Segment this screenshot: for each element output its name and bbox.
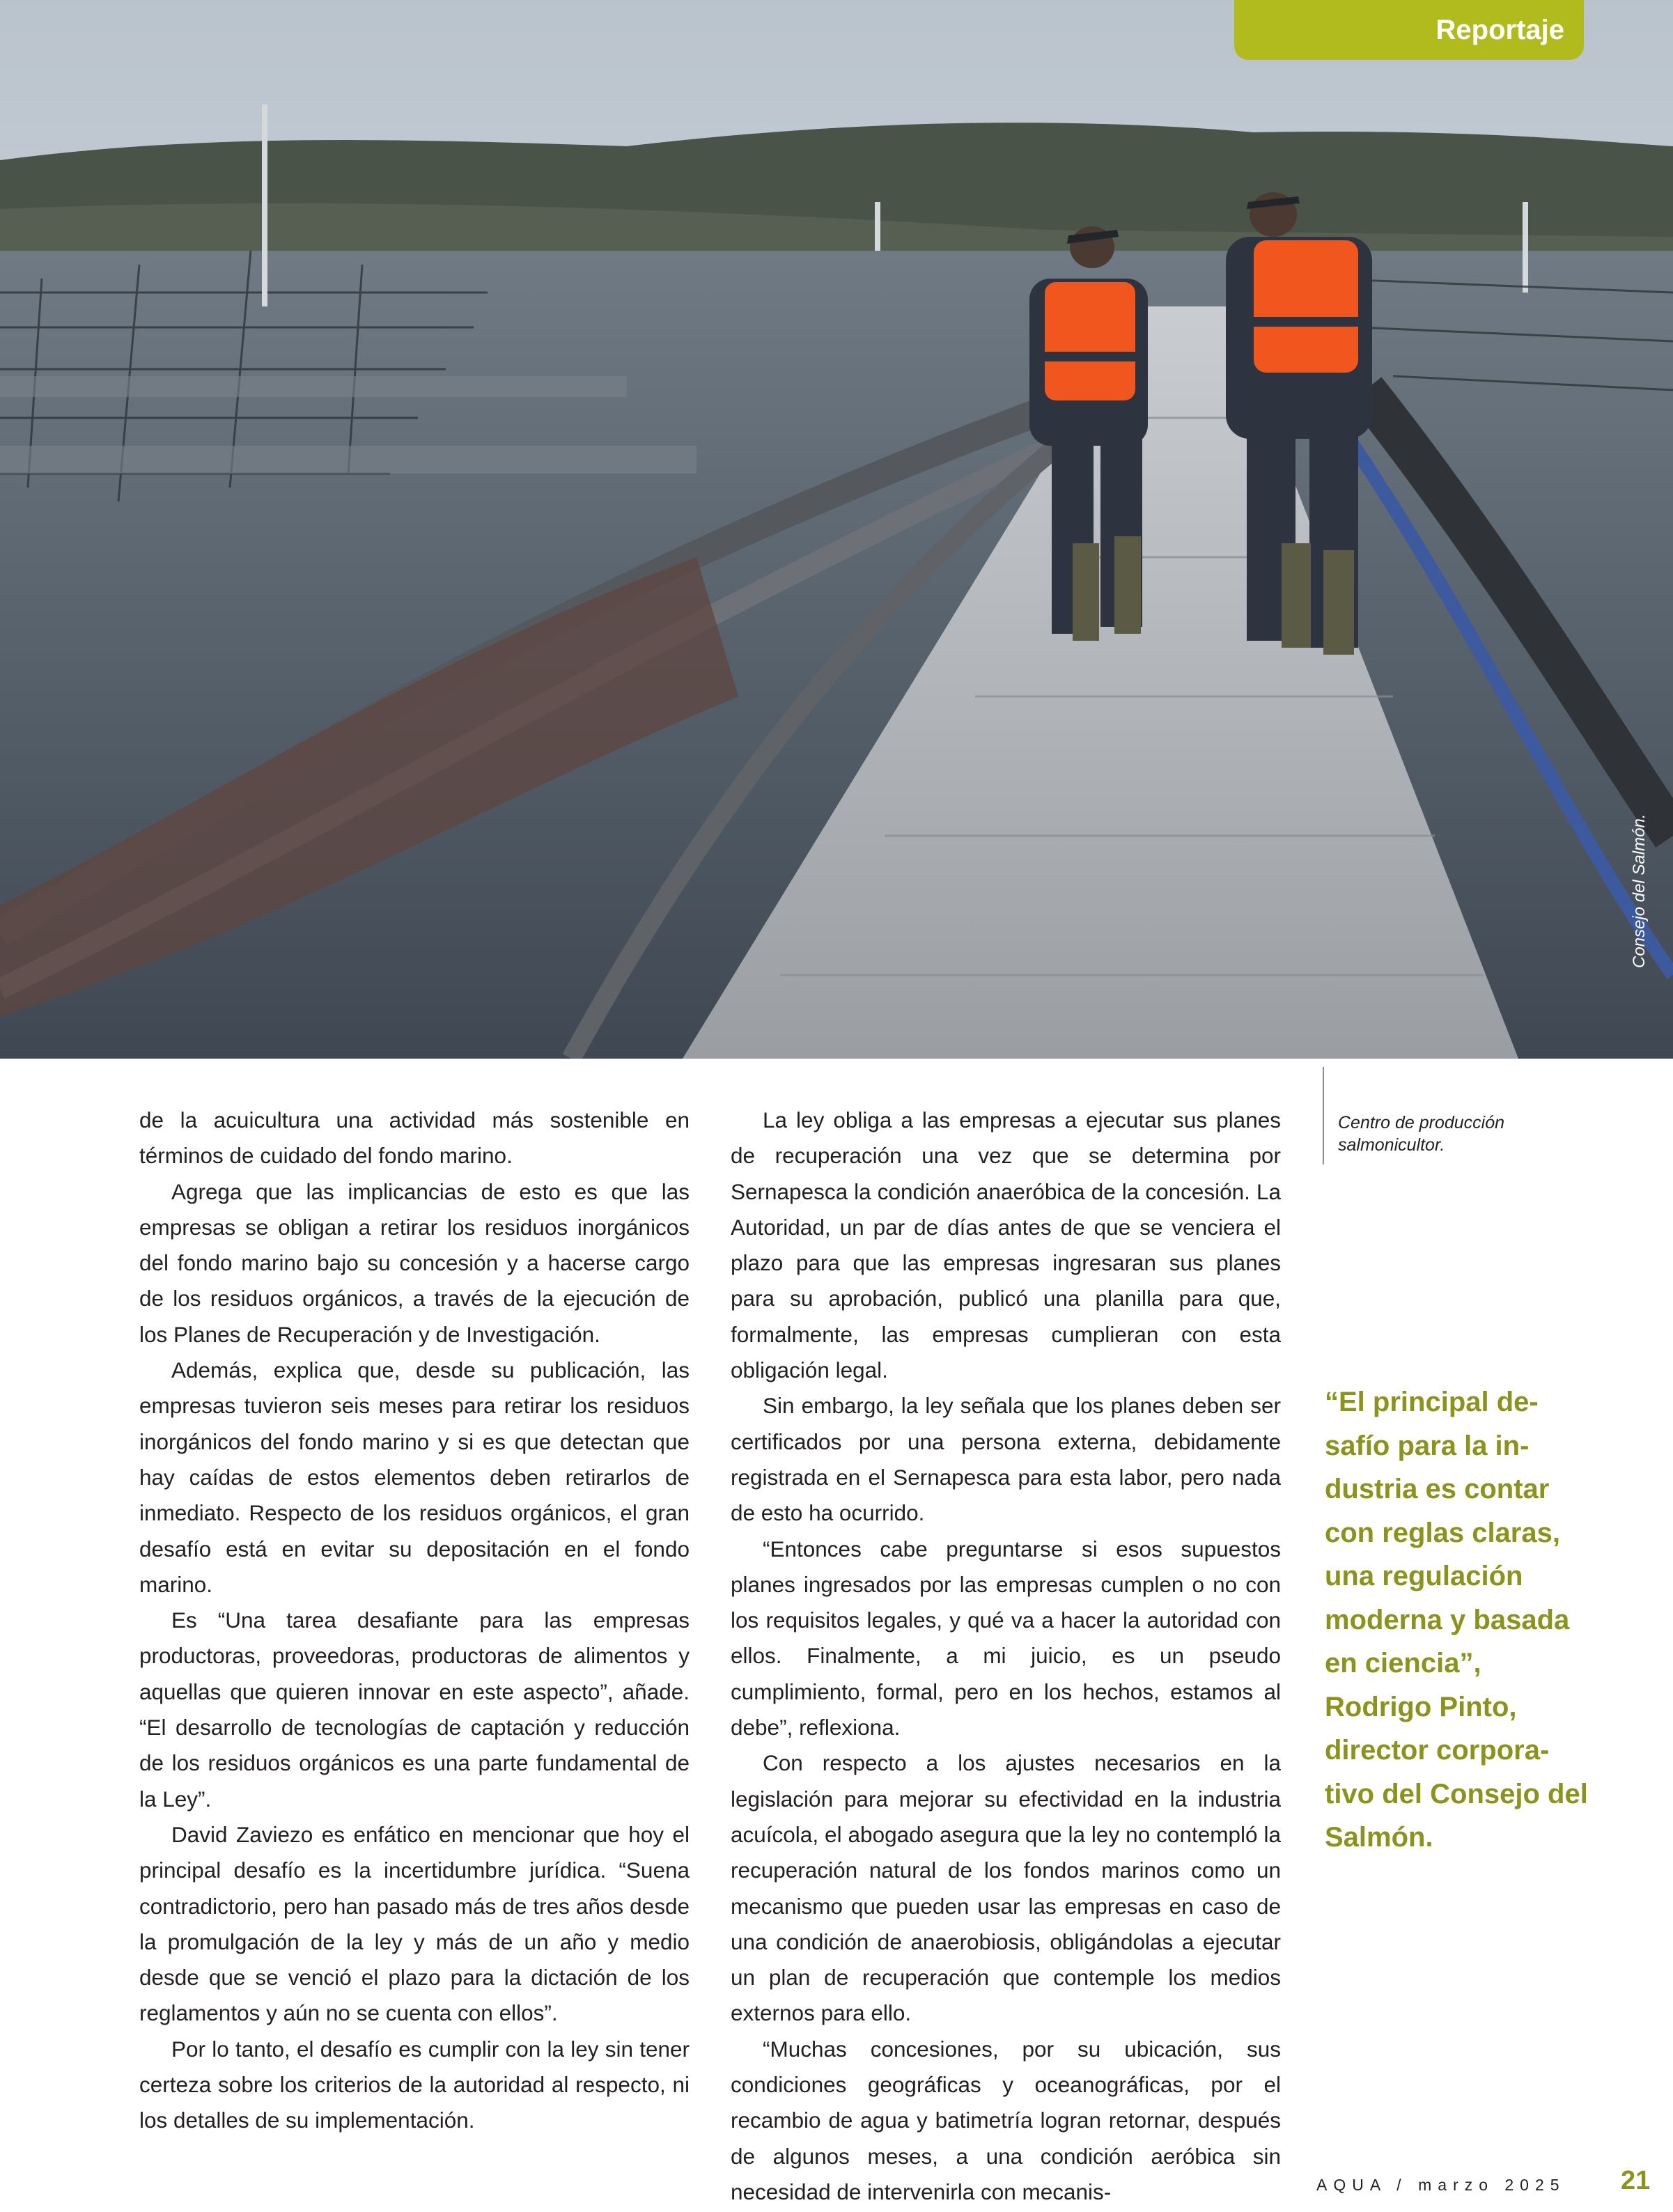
caption-divider — [1323, 1067, 1324, 1165]
paragraph: David Zaviezo es enfático en mencionar que hoy el principal desafío es la incertidumbre jurídica. “Suena contradictorio, pero han pasado más de tres años desde la promulgación de la ley y más de un año y medio desde que se venció el plazo para la dictación de los reglamentos y aún no se cuenta con ellos”. — [139, 1821, 690, 2026]
paragraph: Agrega que las implicancias de esto es que las empresas se obligan a retirar los residuos inorgánicos del fondo marino bajo su concesión y a hacerse cargo de los residuos orgánicos, a través de la ejecución de los Planes de Recuperación y de Investigación. — [139, 1178, 690, 1347]
body-column-1 — [139, 1103, 690, 2139]
paragraph: “Entonces cabe preguntarse si esos supuestos planes ingresados por las empresas cumplen o no con los requisitos legales, y qué va a hacer la autoridad con ellos. Finalmente, a mi juicio, es un pseudo cumplimiento, formal, pero en los hechos, estamos al debe”, reflexiona. — [731, 1536, 1281, 1740]
paragraph: Por lo tanto, el desafío es cumplir con la ley sin tener certeza sobre los criterios de la autoridad al respecto, ni los detalles de su implementación. — [139, 2036, 690, 2133]
body-column-2 — [731, 1103, 1281, 2210]
photo-caption: Centro de producción salmonicultor. — [1338, 1113, 1505, 1155]
footer-publication: AQUA / marzo 2025 — [1316, 2176, 1566, 2194]
paragraph: “Muchas concesiones, por su ubicación, sus condiciones geográficas y oceanográficas, por el recambio de agua y batimetría logran retornar, después de algunos meses, a una condición aeróbica sin necesidad de intervenirla con mecanis- — [731, 2036, 1281, 2204]
page-number: 21 — [1621, 2166, 1651, 2195]
paragraph: Es “Una tarea desafiante para las empresas productoras, proveedoras, productoras de alimentos y aquellas que quieren innovar en este aspecto”, añade. “El desarrollo de tecnologías de captación y reducción de los residuos orgánicos es una parte fundamental de la Ley”. — [139, 1607, 690, 1812]
salmon-farm-photo — [0, 0, 1673, 1059]
paragraph: Sin embargo, la ley señala que los planes deben ser certificados por una persona externa, debidamente registrada en el Sernapesca para esta labor, pero nada de esto ha ocurrido. — [731, 1393, 1281, 1526]
paragraph: de la acuicultura una actividad más sostenible en términos de cuidado del fondo marino. — [139, 1107, 690, 1169]
paragraph: Además, explica que, desde su publicación, las empresas tuvieron seis meses para retirar los residuos inorgánicos del fondo marino y si es que detectan que hay caídas de estos elementos deben retirarlos de inmediato. Respecto de los residuos orgánicos, el gran desafío está en evitar su depositación en el fondo marino. — [139, 1357, 690, 1597]
section-tab-label: Reportaje — [1435, 14, 1564, 45]
paragraph: La ley obliga a las empresas a ejecutar sus planes de recuperación una vez que se determina por Sernapesca la condición anaeróbica de la concesión. La Autoridad, un par de días antes de que se venciera el plazo para que las empresas ingresaran sus planes para su aprobación, publicó una planilla para que, formalmente, las empresas cumplieran con esta obligación legal. — [731, 1107, 1281, 1383]
paragraph: Con respecto a los ajustes necesarios en la legislación para mejorar su efectividad en la industria acuícola, el abogado asegura que la ley no contempló la recuperación natural de los fondos marinos como un mecanismo que pueden usar las empresas en caso de una condición de anaerobiosis, obligándolas a ejecutar un plan de recuperación que contemple los medios externos para ello. — [731, 1750, 1281, 2026]
photo-credit: Consejo del Salmón. — [1630, 813, 1649, 968]
section-tab — [1234, 0, 1584, 60]
pull-quote: “El principal desafío para la industria es contar con reglas claras, una regulación moderna y basada en ciencia”, Rodrigo Pinto, director corporativo del Consejo del Salmón. — [1325, 1387, 1588, 1853]
